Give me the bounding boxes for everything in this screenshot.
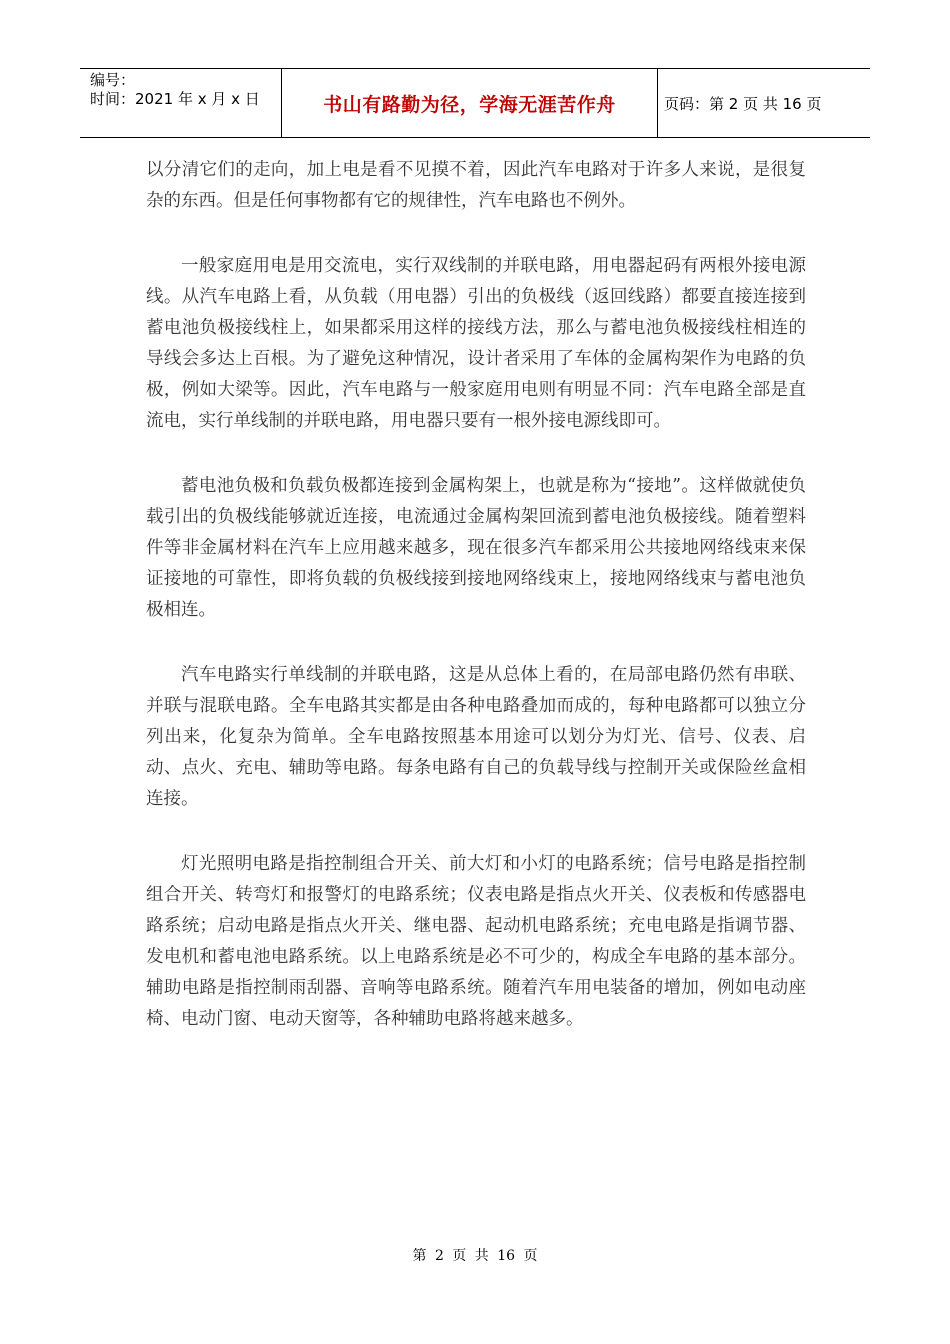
- body-paragraph: 一般家庭用电是用交流电，实行双线制的并联电路，用电器起码有两根外接电源线。从汽车电路上看，从负载（用电器）引出的负极线（返回线路）都要直接连接到蓄电池负极接线柱上，如果都采用这样的接线方法，那么与蓄电池负极接线柱相连的导线会多达上百根。为了避免这种情况，设计者采用了车体的金属构架作为电路的负极，例如大梁等。因此，汽车电路与一般家庭用电则有明显不同：汽车电路全部是直流电，实行单线制的并联电路，用电器只要有一根外接电源线即可。: [146, 256, 806, 431]
- page-footer: 第 2 页 共 16 页: [412, 1248, 538, 1264]
- header-meta-cell: [80, 69, 282, 137]
- header-motto: 书山有路勤为径，学海无涯苦作舟: [282, 69, 658, 137]
- document-date-label: 时间：2021 年 x 月 x 日: [90, 90, 260, 108]
- document-body: [146, 155, 806, 1069]
- body-paragraph: 汽车电路实行单线制的并联电路，这是从总体上看的，在局部电路仍然有串联、并联与混联电路。全车电路其实都是由各种电路叠加而成的，每种电路都可以独立分列出来，化复杂为简单。全车电路按照基本用途可以划分为灯光、信号、仪表、启动、点火、充电、辅助等电路。每条电路有自己的负载导线与控制开关或保险丝盒相连接。: [146, 665, 806, 809]
- body-paragraph: 蓄电池负极和负载负极都连接到金属构架上，也就是称为“接地”。这样做就使负载引出的负极线能够就近连接，电流通过金属构架回流到蓄电池负极接线。随着塑料件等非金属材料在汽车上应用越来越多，现在很多汽车都采用公共接地网络线束来保证接地的可靠性，即将负载的负极线接到接地网络线束上，接地网络线束与蓄电池负极相连。: [146, 476, 806, 620]
- body-paragraph: 以分清它们的走向，加上电是看不见摸不着，因此汽车电路对于许多人来说，是很复杂的东西。但是任何事物都有它的规律性，汽车电路也不例外。: [146, 160, 806, 211]
- document-number-label: 编号：: [90, 71, 136, 89]
- header-page-info: 页码：第 2 页 共 16 页: [664, 94, 822, 113]
- body-paragraph: 灯光照明电路是指控制组合开关、前大灯和小灯的电路系统；信号电路是指控制组合开关、转弯灯和报警灯的电路系统；仪表电路是指点火开关、仪表板和传感器电路系统；启动电路是指点火开关、继电器、起动机电路系统；充电电路是指调节器、发电机和蓄电池电路系统。以上电路系统是必不可少的，构成全车电路的基本部分。辅助电路是指控制雨刮器、音响等电路系统。随着汽车用电装备的增加，例如电动座椅、电动门窗、电动天窗等，各种辅助电路将越来越多。: [146, 854, 806, 1029]
- page-header: [80, 68, 870, 138]
